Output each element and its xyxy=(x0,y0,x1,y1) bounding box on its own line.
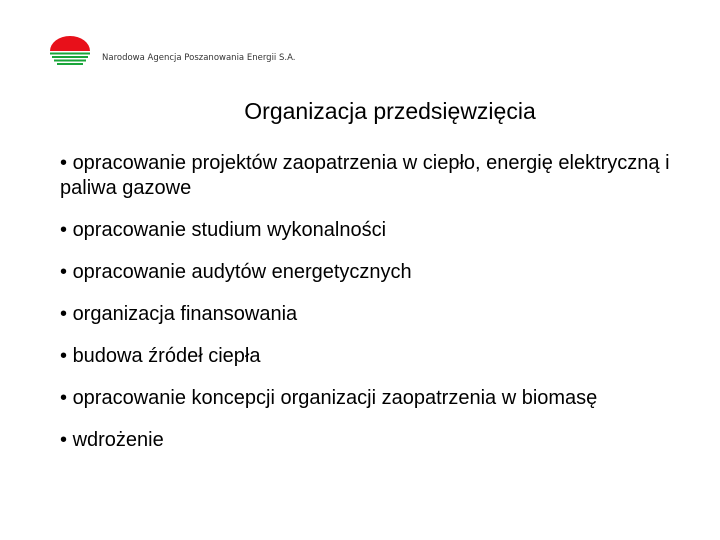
bullet-item: • budowa źródeł ciepła xyxy=(60,344,670,369)
napE-logo-icon xyxy=(48,34,92,70)
header xyxy=(48,34,448,70)
bullet-list xyxy=(60,151,670,470)
bullet-item: • opracowanie koncepcji organizacji zaopatrzenia w biomasę xyxy=(60,386,670,411)
organization-name: Narodowa Agencja Poszanowania Energii S.A. xyxy=(102,53,296,63)
bullet-item: • organizacja finansowania xyxy=(60,302,670,327)
bullet-item: • opracowanie studium wykonalności xyxy=(60,218,670,243)
bullet-item: • opracowanie audytów energetycznych xyxy=(60,260,670,285)
slide-title: Organizacja przedsięwzięcia xyxy=(244,98,536,124)
bullet-item: • opracowanie projektów zaopatrzenia w ciepło, energię elektryczną i paliwa gazowe xyxy=(60,151,670,201)
bullet-item: • wdrożenie xyxy=(60,428,670,453)
